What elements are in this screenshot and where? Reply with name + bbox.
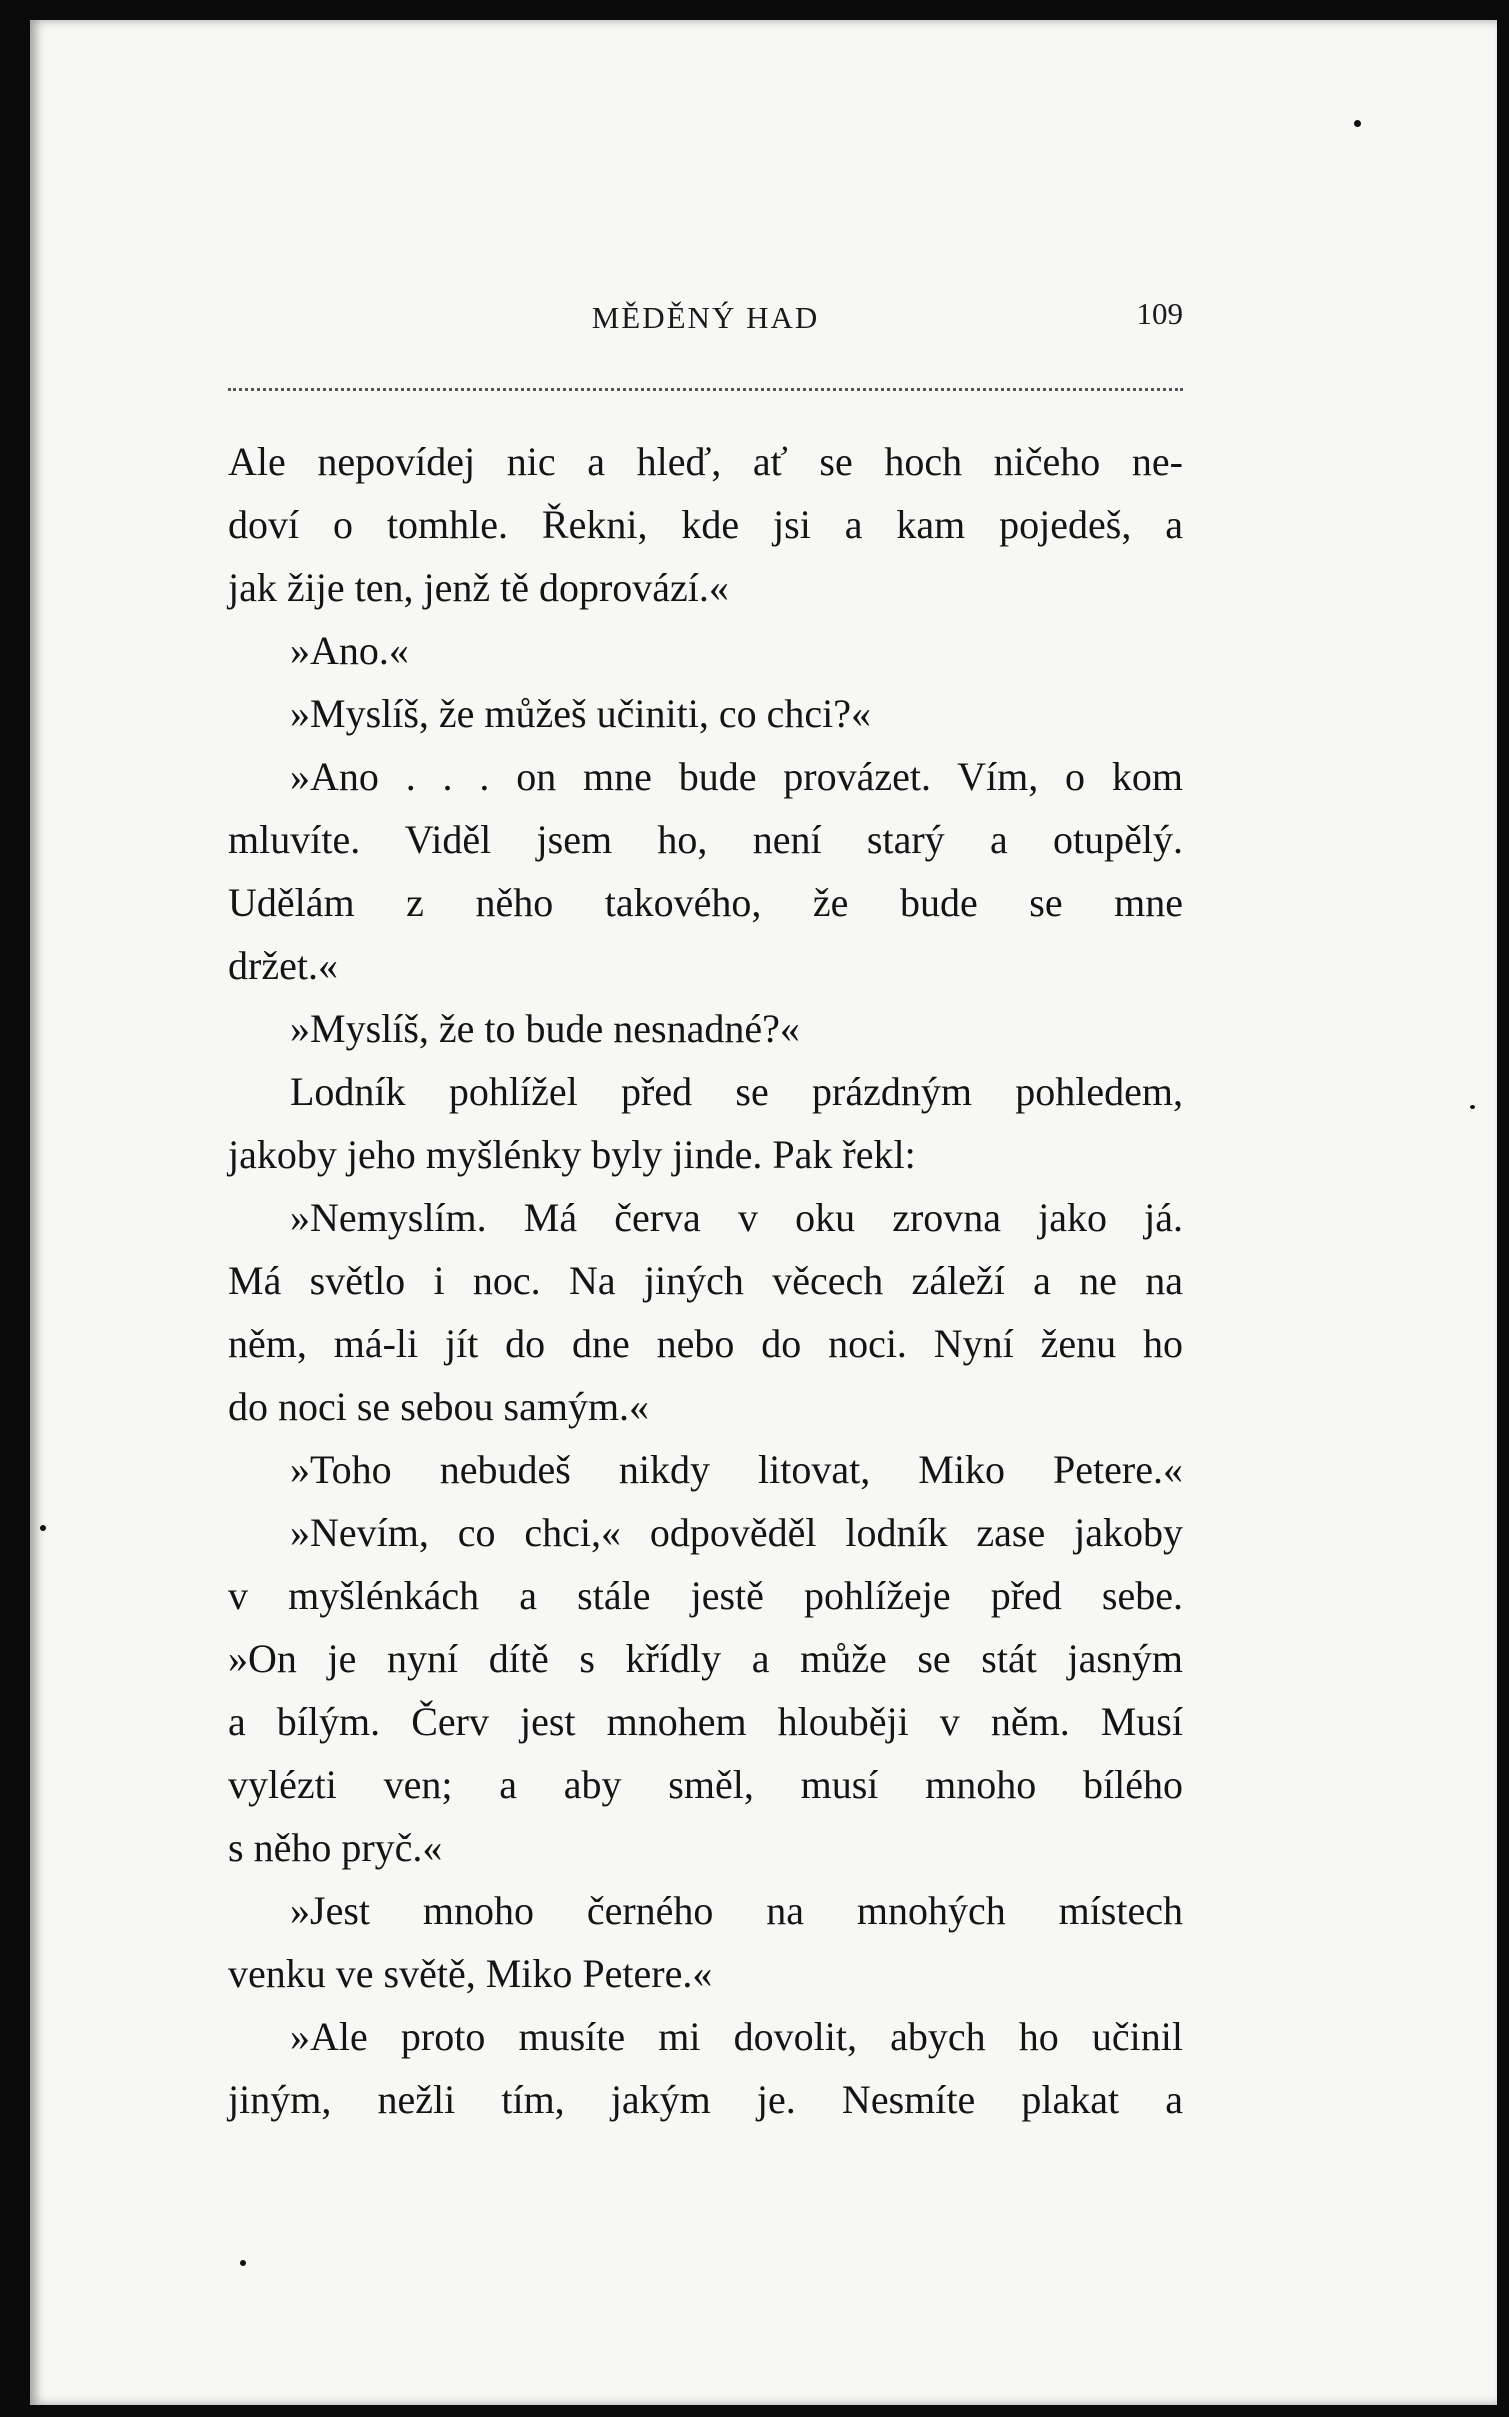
page-header bbox=[228, 296, 1183, 340]
text-line: venku ve světě, Miko Petere.« bbox=[228, 1951, 713, 1996]
text-line: držet.« bbox=[228, 943, 338, 988]
page-number: 109 bbox=[1136, 296, 1183, 331]
text-line: jakoby jeho myšlénky byly jinde. Pak řekl: bbox=[228, 1132, 916, 1177]
text-line: »On je nyní dítě s křídly a může se stát jasným bbox=[228, 1636, 1183, 1681]
ink-speck bbox=[40, 1525, 46, 1531]
header-rule bbox=[228, 388, 1183, 391]
text-line: mluvíte. Viděl jsem ho, není starý a otupělý. bbox=[228, 817, 1183, 862]
running-title: MĚDĚNÝ HAD bbox=[591, 300, 820, 335]
text-line: »Toho nebudeš nikdy litovat, Miko Petere.« bbox=[290, 1447, 1183, 1492]
text-line: Udělám z něho takového, že bude se mne bbox=[228, 880, 1183, 925]
text-line: něm, má-li jít do dne nebo do noci. Nyní ženu ho bbox=[228, 1321, 1183, 1366]
text-line: a bílým. Červ jest mnohem hlouběji v něm. Musí bbox=[228, 1699, 1183, 1744]
ink-speck bbox=[240, 2260, 246, 2266]
text-line: vylézti ven; a aby směl, musí mnoho bílého bbox=[228, 1762, 1183, 1807]
text-line: doví o tomhle. Řekni, kde jsi a kam pojedeš, a bbox=[228, 502, 1183, 547]
text-line: jiným, nežli tím, jakým je. Nesmíte plakat a bbox=[228, 2077, 1183, 2122]
text-line: »Ano . . . on mne bude provázet. Vím, o kom bbox=[290, 754, 1183, 799]
text-line: »Myslíš, že to bude nesnadné?« bbox=[290, 1006, 800, 1051]
text-line: »Jest mnoho černého na mnohých místech bbox=[290, 1888, 1183, 1933]
text-line: »Nevím, co chci,« odpověděl lodník zase jakoby bbox=[290, 1510, 1183, 1555]
text-line: Ale nepovídej nic a hleď, ať se hoch ničeho ne- bbox=[228, 439, 1183, 484]
text-line: jak žije ten, jenž tě doprovází.« bbox=[228, 565, 729, 610]
text-line: »Nemyslím. Má červa v oku zrovna jako já. bbox=[290, 1195, 1183, 1240]
text-line: Lodník pohlížel před se prázdným pohledem, bbox=[290, 1069, 1183, 1114]
text-line: s něho pryč.« bbox=[228, 1825, 443, 1870]
ink-speck bbox=[1354, 120, 1361, 127]
text-line: Má světlo i noc. Na jiných věcech záleží a ne na bbox=[228, 1258, 1183, 1303]
body-text bbox=[228, 430, 1183, 2131]
text-line: »Ano.« bbox=[290, 628, 409, 673]
text-line: v myšlénkách a stále jestě pohlížeje před sebe. bbox=[228, 1573, 1183, 1618]
text-line: »Myslíš, že můžeš učiniti, co chci?« bbox=[290, 691, 871, 736]
text-line: »Ale proto musíte mi dovolit, abych ho učinil bbox=[290, 2014, 1183, 2059]
ink-speck bbox=[1470, 1105, 1475, 1109]
text-line: do noci se sebou samým.« bbox=[228, 1384, 650, 1429]
